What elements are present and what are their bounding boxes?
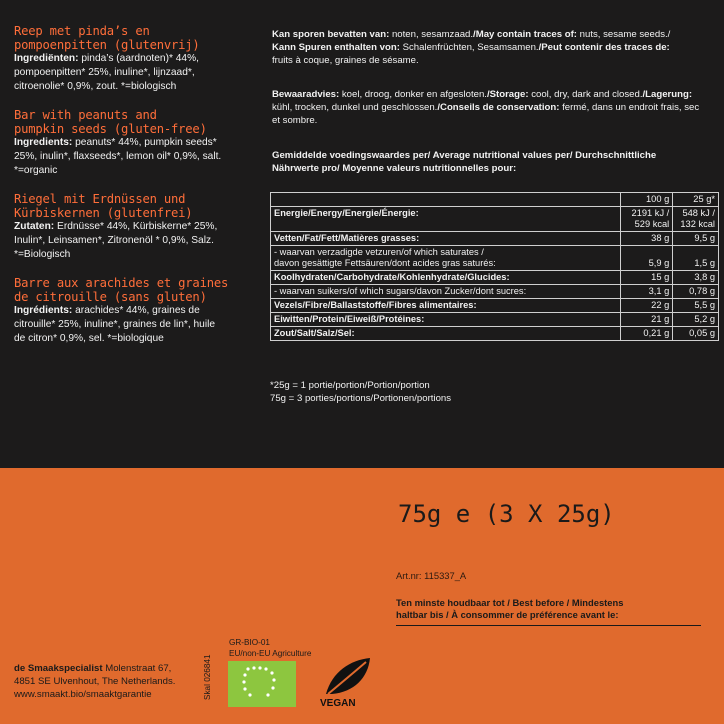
nutrient-value-25g: 0,78 g bbox=[673, 285, 719, 299]
nutrient-value-25g: 5,2 g bbox=[673, 313, 719, 327]
eu-organic-leaf-icon bbox=[228, 661, 296, 707]
eu-organic-code: GR-BIO-01 EU/non-EU Agriculture bbox=[229, 638, 312, 658]
storage-label-en: /Storage: bbox=[486, 89, 529, 100]
nutrition-row-sugars bbox=[271, 285, 719, 299]
nutrition-header-row bbox=[271, 193, 719, 207]
traces-value-nl: noten, sesamzaad. bbox=[389, 29, 474, 40]
ingredients-text-fr: arachides* 44%, graines de citrouille* 25%, inuline*, graines de lin*, huile de citron* 0,9%, sel. *=biologique bbox=[14, 305, 216, 344]
product-fr bbox=[14, 276, 264, 346]
nutrition-row-fat bbox=[271, 232, 719, 246]
storage-label-nl: Bewaaradvies: bbox=[272, 89, 340, 100]
nutrient-value-100g: 21 g bbox=[621, 313, 673, 327]
ingredients-text-nl: pinda’s (aardnoten)* 44%, pompoenpitten* 25%, inuline*, lijnzaad*, citroenolie* 0,9%, zout. *=biologisch bbox=[14, 53, 199, 92]
company-street: Molenstraat 67, bbox=[102, 663, 172, 674]
ingredients-label-nl: Ingrediënten: bbox=[14, 53, 79, 64]
best-before-line bbox=[396, 625, 701, 626]
nutrition-header-empty bbox=[271, 193, 621, 207]
nutrient-value-100g: 5,9 g bbox=[621, 246, 673, 271]
product-nl bbox=[14, 24, 264, 94]
ingredients-de bbox=[14, 220, 264, 262]
nutrition-row-salt bbox=[271, 327, 719, 341]
nutrition-title: Gemiddelde voedingswaardes per/ Average nutritional values per/ Durchschnittliche Nährwerte pro/ Moyenne valeurs nutritionnelles pour: bbox=[272, 150, 657, 174]
nutrient-value-25g: 0,05 g bbox=[673, 327, 719, 341]
portion-note: *25g = 1 portie/portion/Portion/portion 75g = 3 porties/portions/Portionen/portions bbox=[270, 380, 452, 404]
nutrition-header-25g: 25 g* bbox=[673, 193, 719, 207]
nutrient-label: Vezels/Fibre/Ballaststoffe/Fibres alimentaires: bbox=[271, 299, 621, 313]
best-before-text: Ten minste houdbaar tot / Best before / Mindestens haltbar bis / À consommer de préférence avant le: bbox=[396, 597, 624, 620]
ingredients-nl bbox=[14, 52, 264, 94]
ingredients-label-de: Zutaten: bbox=[14, 221, 55, 232]
nutrition-table bbox=[270, 192, 719, 341]
article-number: Art.nr: 115337_A bbox=[396, 570, 467, 581]
ingredients-en bbox=[14, 136, 264, 178]
nutrient-value-100g: 2191 kJ / 529 kcal bbox=[621, 207, 673, 232]
traces-value-en: nuts, sesame seeds./ bbox=[579, 29, 671, 40]
nutrient-value-25g: 1,5 g bbox=[673, 246, 719, 271]
nutrient-label: Eiwitten/Protein/Eiweiß/Protéines: bbox=[271, 313, 621, 327]
nutrient-value-100g: 22 g bbox=[621, 299, 673, 313]
nutrition-row-carbohydrate bbox=[271, 271, 719, 285]
company-website: www.smaakt.bio/smaaktgarantie bbox=[14, 689, 152, 700]
skal-code: Skal 026841 bbox=[203, 654, 212, 700]
ingredients-fr bbox=[14, 304, 264, 346]
nutrient-label: Zout/Salt/Salz/Sel: bbox=[271, 327, 621, 341]
nutrient-value-25g: 548 kJ / 132 kcal bbox=[673, 207, 719, 232]
nutrient-label: Vetten/Fat/Fett/Matières grasses: bbox=[271, 232, 621, 246]
nutrient-label: Koolhydraten/Carbohydrate/Kohlenhydrate/Glucides: bbox=[271, 271, 621, 285]
ingredients-text-en: peanuts* 44%, pumpkin seeds* 25%, inulin*, flaxseeds*, lemon oil* 0,9%, salt. *=organic bbox=[14, 137, 222, 176]
traces-value-fr: fruits à coque, graines de sésame. bbox=[272, 55, 419, 66]
nutrient-value-100g: 3,1 g bbox=[621, 285, 673, 299]
storage-label-de: /Lagerung: bbox=[642, 89, 693, 100]
traces-label-de: Kann Spuren enthalten von: bbox=[272, 42, 400, 53]
company-address bbox=[14, 662, 175, 701]
product-title-de: Riegel mit Erdnüssen und Kürbiskernen (glutenfrei) bbox=[14, 192, 193, 220]
traces-label-nl: Kan sporen bevatten van: bbox=[272, 29, 390, 40]
product-title-nl: Reep met pinda’s en pompoenpitten (glutenvrij) bbox=[14, 24, 200, 52]
nutrition-row-protein bbox=[271, 313, 719, 327]
net-weight: 75g e (3 X 25g) bbox=[398, 500, 615, 528]
storage-value-en: cool, dry, dark and closed. bbox=[528, 89, 643, 100]
product-en bbox=[14, 108, 264, 178]
nutrient-value-100g: 38 g bbox=[621, 232, 673, 246]
eu-leaf-stars-icon bbox=[228, 661, 296, 707]
product-de bbox=[14, 192, 264, 262]
nutrient-label: - waarvan verzadigde vetzuren/of which saturates / davon gesättigte Fettsäuren/dont acides gras saturés: bbox=[271, 246, 621, 271]
storage-text bbox=[272, 88, 716, 127]
nutrition-row-saturates bbox=[271, 246, 719, 271]
company-name: de Smaakspecialist bbox=[14, 663, 103, 674]
traces-label-fr: /Peut contenir des traces de: bbox=[538, 42, 670, 53]
storage-value-fr: fermé, dans un endroit frais, sec et sombre. bbox=[272, 102, 700, 126]
nutrient-label: Energie/Energy/Energie/Énergie: bbox=[271, 207, 621, 232]
nutrition-row-fibre bbox=[271, 299, 719, 313]
ingredients-text-de: Erdnüsse* 44%, Kürbiskerne* 25%, Inulin*, Leinsamen*, Zitronenöl * 0,9%, Salz. *=Biologisch bbox=[14, 221, 218, 260]
nutrient-value-100g: 15 g bbox=[621, 271, 673, 285]
storage-label-fr: /Conseils de conservation: bbox=[437, 102, 560, 113]
company-city: 4851 SE Ulvenhout, The Netherlands. bbox=[14, 676, 176, 687]
ingredients-label-fr: Ingrédients: bbox=[14, 305, 73, 316]
nutrition-header-100g: 100 g bbox=[621, 193, 673, 207]
nutrient-value-25g: 3,8 g bbox=[673, 271, 719, 285]
product-title-fr: Barre aux arachides et graines de citrouille (sans gluten) bbox=[14, 276, 229, 304]
nutrient-value-100g: 0,21 g bbox=[621, 327, 673, 341]
storage-value-nl: koel, droog, donker en afgesloten. bbox=[339, 89, 487, 100]
traces-label-en: /May contain traces of: bbox=[473, 29, 577, 40]
vegan-leaf-icon bbox=[314, 652, 380, 700]
traces-text bbox=[272, 28, 716, 67]
nutrient-value-25g: 5,5 g bbox=[673, 299, 719, 313]
nutrition-row-energy bbox=[271, 207, 719, 232]
nutrient-label: - waarvan suikers/of which sugars/davon Zucker/dont sucres: bbox=[271, 285, 621, 299]
nutrient-value-25g: 9,5 g bbox=[673, 232, 719, 246]
traces-value-de: Schalenfrüchten, Sesamsamen. bbox=[399, 42, 539, 53]
vegan-label: VEGAN bbox=[320, 698, 356, 709]
ingredients-label-en: Ingredients: bbox=[14, 137, 73, 148]
storage-value-de: kühl, trocken, dunkel und geschlossen. bbox=[272, 102, 438, 113]
info-column bbox=[272, 28, 716, 175]
product-title-en: Bar with peanuts and pumpkin seeds (gluten-free) bbox=[14, 108, 207, 136]
product-descriptions bbox=[14, 24, 264, 360]
